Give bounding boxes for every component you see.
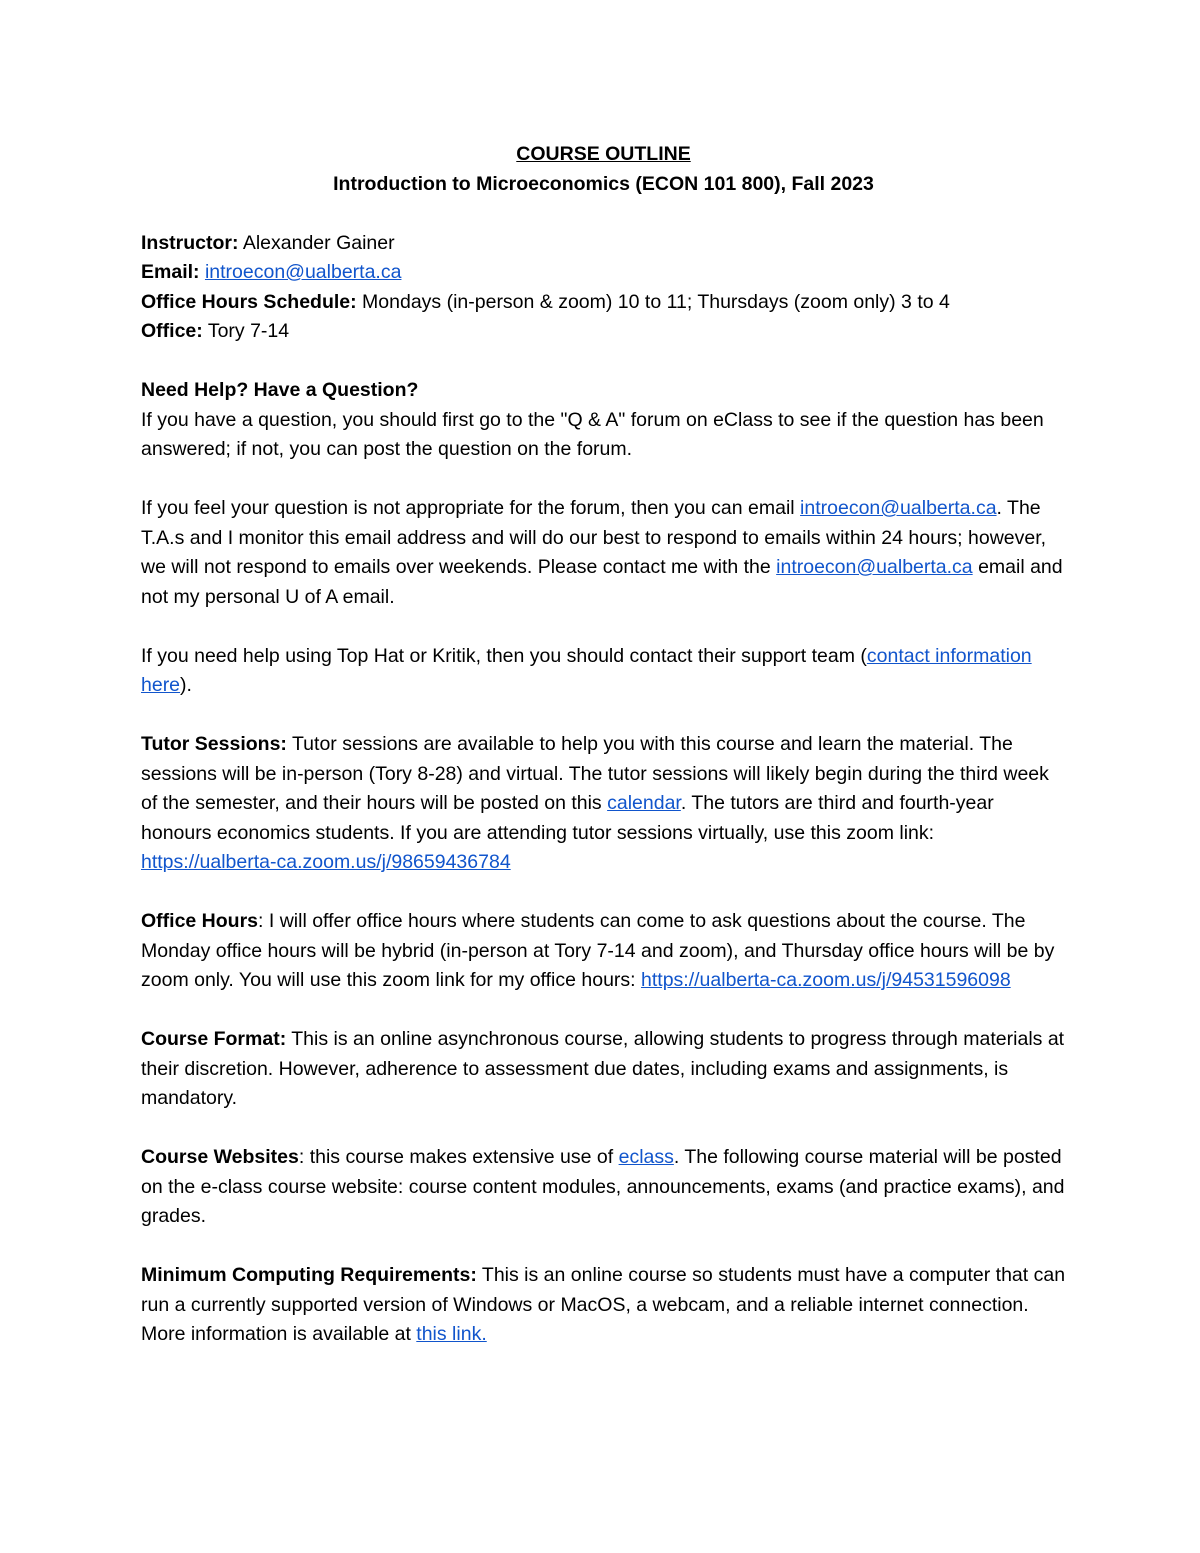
help-paragraph-support [141,642,1066,701]
instructor-line [141,229,1066,259]
email-line [141,258,1066,288]
calendar-link[interactable]: calendar [607,792,681,814]
computing-info-link[interactable]: this link. [416,1323,487,1345]
email-label: Email: [141,261,200,283]
tutor-sessions-paragraph [141,730,1066,878]
help-email-text-b: . The T.A.s and I monitor this email address and will do our best to respond to emails within 24 hours; however, we will not respond to emails over weekends. Please contact me with the [141,497,1047,578]
help-paragraph-email [141,494,1066,612]
course-subtitle: Introduction to Microeconomics (ECON 101 800), Fall 2023 [333,172,874,195]
course-websites-text-b: . The following course material will be posted on the e-class course website: course content modules, announcements, exams (and practice exams), and grades. [141,1146,1065,1227]
tutor-sessions-text-a: Tutor sessions are available to help you with this course and learn the material. The sessions will be in-person (Tory 8-28) and virtual. The tutor sessions will likely begin during the third week of the semester, and their hours will be posted on this [141,733,1049,814]
help-email-link-2[interactable]: introecon@ualberta.ca [776,556,973,578]
instructor-value: Alexander Gainer [238,231,395,254]
computing-requirements-text: This is an online course so students must have a computer that can run a currently supported version of Windows or MacOS, a webcam, and a reliable internet connection. More information is available at [141,1264,1066,1345]
help-paragraph-forum: If you have a question, you should first go to the "Q & A" forum on eClass to see if the question has been answered; if not, you can post the question on the forum. [141,408,1044,460]
tutor-sessions-text-b: . The tutors are third and fourth-year honours economics students. If you are attending tutor sessions virtually, use this zoom link: [141,792,994,844]
course-format-label: Course Format: [141,1028,287,1050]
help-email-text-c: email and not my personal U of A email. [141,556,1063,608]
office-line [141,317,1066,347]
tutor-sessions-label: Tutor Sessions: [141,733,287,755]
computing-requirements-paragraph [141,1261,1066,1350]
office-hours-text: : I will offer office hours where students can come to ask questions about the course. The Monday office hours will be hybrid (in-person at Tory 7-14 and zoom), and Thursday office hours will be by zoom only. You will use this zoom link for my office hours: [141,910,1055,991]
office-label: Office: [141,320,203,342]
help-heading: Need Help? Have a Question? [141,379,419,401]
computing-requirements-label: Minimum Computing Requirements: [141,1264,477,1286]
course-websites-text-a: : this course makes extensive use of [298,1146,619,1168]
document-page [141,140,1066,1350]
instructor-label: Instructor: [141,231,239,254]
office-hours-schedule-line [141,288,1066,318]
course-websites-label: Course Websites [141,1146,299,1168]
help-email-text-a: If you feel your question is not appropriate for the forum, then you can email [141,497,801,519]
course-format-paragraph [141,1025,1066,1114]
office-hours-paragraph [141,907,1066,996]
support-text-a: If you need help using Top Hat or Kritik, then you should contact their support team ( [141,644,867,667]
course-websites-paragraph [141,1143,1066,1232]
contact-information-link[interactable]: contact information here [141,644,1032,696]
office-hours-schedule-label: Office Hours Schedule: [141,290,357,313]
office-hours-zoom-link[interactable]: https://ualberta-ca.zoom.us/j/94531596098 [641,969,1011,991]
help-email-link-1[interactable]: introecon@ualberta.ca [800,497,997,519]
support-text-b: ). [180,674,192,696]
course-format-text: This is an online asynchronous course, allowing students to progress through materials at their discretion. However, adherence to assessment due dates, including exams and assignments, is mandatory. [141,1028,1065,1109]
office-hours-label: Office Hours [141,910,259,932]
eclass-link[interactable]: eclass [618,1146,674,1168]
email-link[interactable]: introecon@ualberta.ca [204,261,402,283]
tutor-zoom-link[interactable]: https://ualberta-ca.zoom.us/j/98659436784 [141,851,511,873]
office-value: Tory 7-14 [202,320,290,342]
page-title: COURSE OUTLINE [516,143,691,165]
office-hours-schedule-value: Mondays (in-person & zoom) 10 to 11; Thursdays (zoom only) 3 to 4 [356,290,950,313]
